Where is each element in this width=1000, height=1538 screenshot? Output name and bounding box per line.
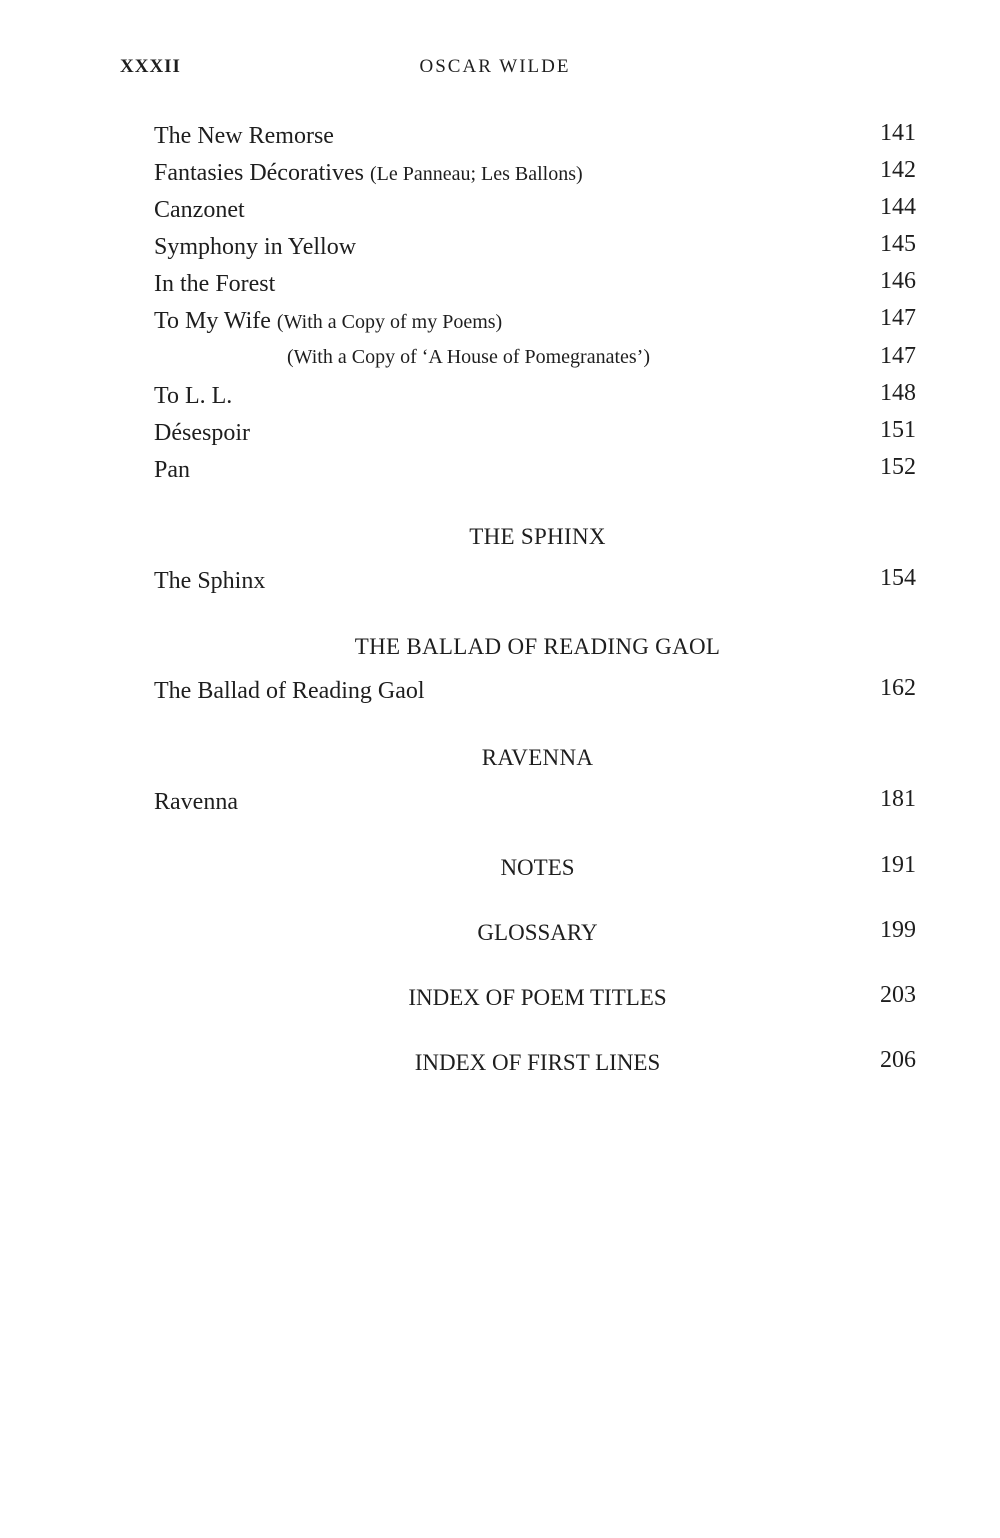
back-matter-entry (154, 982, 916, 1017)
toc-entry-page: 147 (880, 305, 916, 331)
toc-entry-page: 141 (880, 120, 916, 146)
toc-entry-page: 146 (880, 268, 916, 294)
toc-entry-subtitle: (Le Panneau; Les Ballons) (369, 163, 583, 185)
toc-entry (154, 120, 916, 155)
toc-entry-title: Ravenna (154, 789, 238, 815)
toc-entry-page: 199 (880, 917, 916, 943)
toc-entry (154, 565, 916, 600)
toc-entry (154, 786, 916, 821)
back-matter-title: INDEX OF POEM TITLES (408, 985, 667, 1010)
toc-entry-subtitle: (With a Copy of my Poems) (276, 311, 503, 333)
toc-entry-title: Pan (154, 457, 190, 483)
running-head-author: OSCAR WILDE (419, 56, 571, 77)
toc-entry-page: 145 (880, 231, 916, 257)
running-head (120, 56, 915, 84)
toc-entry-page: 203 (880, 982, 916, 1008)
toc-entry (154, 194, 916, 229)
back-matter-entry (154, 1047, 916, 1082)
toc-entry-title: The Ballad of Reading Gaol (154, 678, 425, 704)
toc-entry-title: To My Wife (With a Copy of my Poems) (154, 308, 503, 334)
toc-entry-title: The New Remorse (154, 123, 334, 149)
toc-entry-title: In the Forest (154, 271, 276, 297)
back-matter-entry (154, 917, 916, 952)
toc-entry-title: The Sphinx (154, 568, 266, 594)
back-matter-title: NOTES (500, 855, 575, 880)
back-matter-title: INDEX OF FIRST LINES (414, 1050, 661, 1075)
toc-entry-page: 147 (880, 343, 916, 369)
toc-entry-title: Canzonet (154, 197, 245, 223)
toc-entry-page: 144 (880, 194, 916, 220)
toc-entry-page: 162 (880, 675, 916, 701)
section-heading: THE BALLAD OF READING GAOL (354, 634, 721, 659)
toc-entry (154, 268, 916, 303)
section-heading: THE SPHINX (469, 524, 606, 549)
back-matter-entry (154, 852, 916, 887)
toc-entry-title: Désespoir (154, 420, 250, 446)
toc-entry-page: 142 (880, 157, 916, 183)
toc-entry (154, 231, 916, 266)
toc-entry-page: 181 (880, 786, 916, 812)
toc-entry (154, 675, 916, 710)
toc-entry-page: 154 (880, 565, 916, 591)
page-folio: XXXII (120, 56, 181, 77)
toc-entry (154, 380, 916, 415)
section-heading: RAVENNA (481, 745, 594, 770)
toc-entry-page: 151 (880, 417, 916, 443)
toc-entry-page: 191 (880, 852, 916, 878)
toc-entry (154, 417, 916, 452)
toc-entry-subtitle: (With a Copy of ‘A House of Pomegranates’) (287, 346, 650, 368)
toc-entry-title: Fantasies Décoratives (Le Panneau; Les Ballons) (154, 160, 583, 186)
toc-entry-title: Symphony in Yellow (154, 234, 357, 260)
toc-entry (154, 454, 916, 489)
toc-entry (154, 305, 916, 340)
toc-entry-page: 152 (880, 454, 916, 480)
toc-entry-page: 206 (880, 1047, 916, 1073)
toc-entry (154, 343, 916, 378)
toc-entry-page: 148 (880, 380, 916, 406)
toc-entry-title: To L. L. (154, 383, 233, 409)
back-matter-title: GLOSSARY (477, 920, 598, 945)
toc-entry (154, 157, 916, 192)
